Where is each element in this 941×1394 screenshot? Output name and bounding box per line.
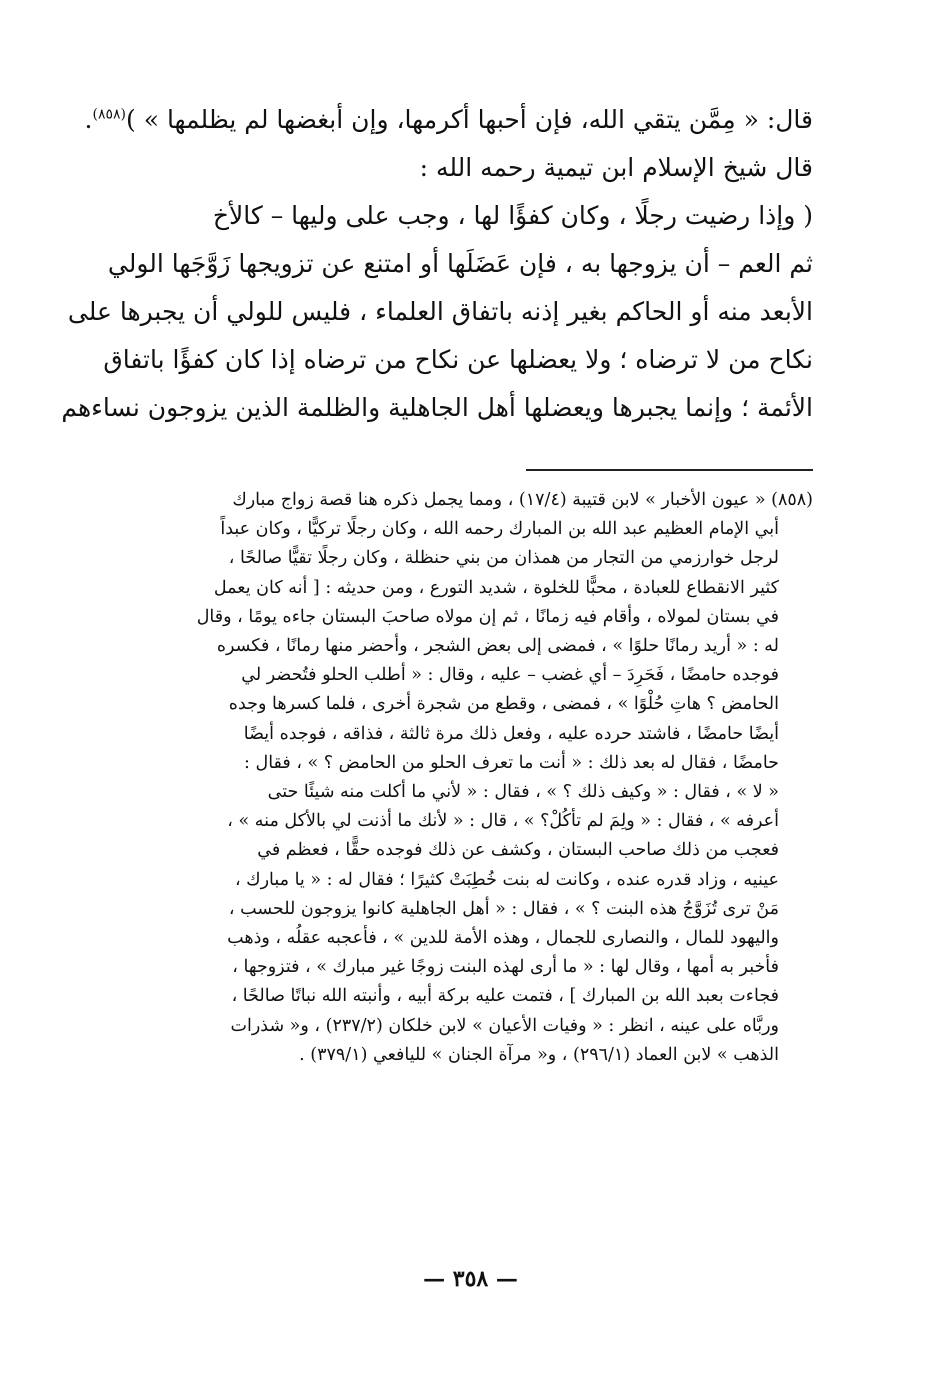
footnote-line: عينيه ، وزاد قدره عنده ، وكانت له بنت خُطِبَتْ كثيرًا ؛ فقال له : « يا مبارك ،: [234, 869, 779, 890]
footnote-line: الذهب » لابن العماد (٢٩٦/١) ، و« مرآة الجنان » لليافعي (٣٧٩/١) .: [299, 1044, 779, 1065]
footnote-line: فأخبر به أمها ، وقال لها : « ما أرى لهذه البنت زوجًا غير مبارك » ، فتزوجها ،: [232, 957, 779, 978]
footnote-line: أعرفه » ، فقال : « ولِمَ لم تأكُلْ؟ » ، قال : « لأنك ما أذنت لي بالأكل منه » ،: [227, 811, 779, 832]
main-text-line: قال شيخ الإسلام ابن تيمية رحمه الله :: [419, 153, 813, 182]
footnote-line: فعجب من ذلك صاحب البستان ، وكشف عن ذلك فوجده حقًّا ، فعظم في: [257, 840, 779, 861]
main-text-line: نكاح من لا ترضاه ؛ ولا يعضلها عن نكاح من ترضاه إذا كان كفؤًا باتفاق: [103, 345, 813, 374]
footnote-line: في بستان لمولاه ، وأقام فيه زمانًا ، ثم إن مولاه صاحبَ البستان جاءه يومًا ، وقال: [196, 606, 779, 627]
footnote-reference[interactable]: (٨٥٨): [92, 106, 126, 123]
footnote-block: [126, 486, 813, 1070]
main-text-block: [61, 96, 813, 432]
footnote-line: (٨٥٨) « عيون الأخبار » لابن قتيبة (١٧/٤) ، ومما يجمل ذكره هنا قصة زواج مبارك: [232, 490, 813, 510]
main-text-line: الأبعد منه أو الحاكم بغير إذنه باتفاق العلماء ، فليس للولي أن يجبرها على: [67, 297, 813, 326]
main-text-line: الأئمة ؛ وإنما يجبرها ويعضلها أهل الجاهلية والظلمة الذين يزوجون نساءهم: [61, 393, 813, 422]
footnote-line: أبي الإمام العظيم عبد الله بن المبارك رحمه الله ، وكان رجلًا تركيًّا ، وكان عبداً: [220, 519, 779, 540]
quote-text: قال: « مِمَّن يتقي الله، فإن أحبها أكرمها، وإن أبغضها لم يظلمها » ): [126, 105, 813, 134]
footnote-separator: [526, 469, 813, 471]
footnote-line: مَنْ ترى تُزَوَّجُ هذه البنت ؟ » ، فقال : « أهل الجاهلية كانوا يزوجون للحسب ،: [228, 898, 779, 919]
footnote-line: « لا » ، فقال : « وكيف ذلك ؟ » ، فقال : « لأني ما أكلت منه شيئًا حتى: [267, 782, 779, 803]
footnote-line: له : « أريد رمانًا حلوًا » ، فمضى إلى بعض الشجر ، وأحضر منها رمانًا ، فكسره: [216, 636, 779, 657]
sentence-end: .: [84, 105, 93, 134]
footnote-line: كثير الانقطاع للعبادة ، محبًّا للخلوة ، شديد التورع ، ومن حديثه : [ أنه كان يعمل: [213, 577, 779, 598]
footnote-line: فجاءت بعبد الله بن المبارك ] ، فتمت عليه بركة أبيه ، وأنبته الله نباتًا صالحًا ،: [231, 986, 779, 1007]
footnote-line: أيضًا حامضًا ، فاشتد حرده عليه ، وفعل ذلك مرة ثالثة ، فذاقه ، فوجده أيضًا: [243, 723, 779, 744]
main-text-line: [84, 96, 813, 144]
footnote-line: حامضًا ، فقال له بعد ذلك : « أنت ما تعرف الحلو من الحامض ؟ » ، فقال :: [244, 752, 779, 773]
main-text-line: ثم العم – أن يزوجها به ، فإن عَضَلَها أو امتنع عن تزويجها زَوَّجَها الولي: [107, 249, 813, 278]
footnote-line: واليهود للمال ، والنصارى للجمال ، وهذه الأمة للدين » ، فأعجبه عقلُه ، وذهب: [227, 928, 779, 949]
page-number: — ٣٥٨ —: [423, 1266, 518, 1292]
main-text-line: ( وإذا رضيت رجلًا ، وكان كفؤًا لها ، وجب على وليها – كالأخ: [212, 201, 813, 230]
footnote-line: فوجده حامضًا ، فَحَرِدَ – أي غضب – عليه ، وقال : « أطلب الحلو فتُحضر لي: [241, 665, 779, 686]
footnote-line: لرجل خوارزمي من التجار من همذان من بني حنظلة ، وكان رجلًا تقيًّا صالحًا ،: [228, 548, 779, 569]
footnote-line: الحامض ؟ هاتِ حُلْوًا » ، فمضى ، وقطع من شجرة أخرى ، فلما كسرها وجده: [228, 694, 779, 715]
footnote-line: وربَّاه على عينه ، انظر : « وفيات الأعيان » لابن خلكان (٢٣٧/٢) ، و« شذرات: [230, 1015, 779, 1036]
